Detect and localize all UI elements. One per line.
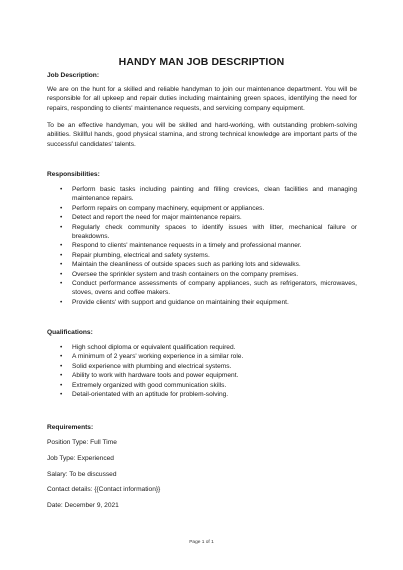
bullet-icon: • bbox=[60, 344, 63, 351]
qualifications-heading: Qualifications: bbox=[47, 329, 93, 336]
requirements-heading: Requirements: bbox=[47, 424, 94, 431]
list-item: • Perform basic tasks including painting and filling crevices, clean facilities and managing maintenance repairs. bbox=[60, 186, 357, 203]
contact-details: Contact details: {{Contact information}} bbox=[47, 486, 161, 493]
list-item: • Solid experience with plumbing and electrical systems. bbox=[60, 362, 232, 370]
job-type: Job Type: Experienced bbox=[47, 455, 114, 462]
bullet-icon: • bbox=[60, 223, 63, 231]
list-item: • Extremely organized with good communication skills. bbox=[60, 381, 227, 389]
date: Date: December 9, 2021 bbox=[47, 502, 119, 509]
responsibilities-list bbox=[47, 185, 357, 307]
bullet-icon: • bbox=[60, 372, 63, 380]
bullet-icon: • bbox=[60, 381, 63, 389]
bullet-icon: • bbox=[60, 261, 63, 269]
bullet-icon: • bbox=[60, 251, 63, 259]
list-item: • Conduct performance assessments of company appliances, such as refrigerators, microwaves, stoves, ovens and coffee makers. bbox=[60, 280, 357, 297]
qualifications-list bbox=[47, 343, 357, 399]
list-item: • Regularly check community spaces to identify issues with litter, mechanical failure or breakdowns. bbox=[60, 223, 357, 241]
bullet-icon: • bbox=[60, 280, 63, 288]
bullet-icon: • bbox=[60, 362, 63, 370]
list-item: • Detail-orientated with an aptitude for problem-solving. bbox=[60, 391, 229, 399]
salary: Salary: To be discussed bbox=[47, 471, 117, 478]
list-item: • Maintain the cleanliness of outside spaces such as parking lots and sidewalks. bbox=[60, 261, 301, 269]
job-description-heading: Job Description: bbox=[47, 72, 100, 79]
bullet-icon: • bbox=[60, 353, 63, 361]
list-item: • Detect and report the need for major maintenance repairs. bbox=[60, 214, 242, 222]
bullet-icon: • bbox=[60, 270, 63, 278]
list-item: • Respond to clients' maintenance requests in a timely and professional manner. bbox=[60, 242, 302, 250]
bullet-icon: • bbox=[60, 391, 63, 399]
bullet-icon: • bbox=[60, 204, 63, 212]
list-item: • Ability to work with hardware tools and power equipment. bbox=[60, 372, 239, 380]
document-title: HANDY MAN JOB DESCRIPTION bbox=[118, 56, 285, 68]
list-item: • Repair plumbing, electrical and safety systems. bbox=[60, 251, 210, 259]
list-item: • Provide clients' with support and guidance on maintaining their equipment. bbox=[60, 298, 289, 306]
job-description-paragraph-1: We are on the hunt for a skilled and reliable handyman to join our maintenance department. You will be responsible for all upkeep and repair duties including maintaining green spaces, identifying the need for repairs, responding to clients' maintenance requests, and servicing company equipment. bbox=[47, 86, 357, 112]
bullet-icon: • bbox=[60, 214, 63, 222]
list-item: • Oversee the sprinkler system and trash containers on the company premises. bbox=[60, 270, 299, 278]
list-item: • A minimum of 2 years' working experience in a similar role. bbox=[60, 353, 244, 361]
position-type: Position Type: Full Time bbox=[47, 439, 117, 446]
bullet-icon: • bbox=[60, 298, 63, 306]
job-description-paragraph-2: To be an effective handyman, you will be skilled and hard-working, with outstanding problem-solving abilities. Skillful hands, good physical stamina, and strong technical knowledge are important parts of the successful candidates' talents. bbox=[47, 122, 357, 148]
page-number: Page 1 of 1 bbox=[189, 540, 214, 545]
list-item: • Perform repairs on company machinery, equipment or appliances. bbox=[60, 204, 265, 212]
bullet-icon: • bbox=[60, 242, 63, 250]
list-item: • High school diploma or equivalent qualification required. bbox=[60, 344, 236, 351]
bullet-icon: • bbox=[60, 186, 63, 193]
responsibilities-heading: Responsibilities: bbox=[47, 171, 100, 178]
